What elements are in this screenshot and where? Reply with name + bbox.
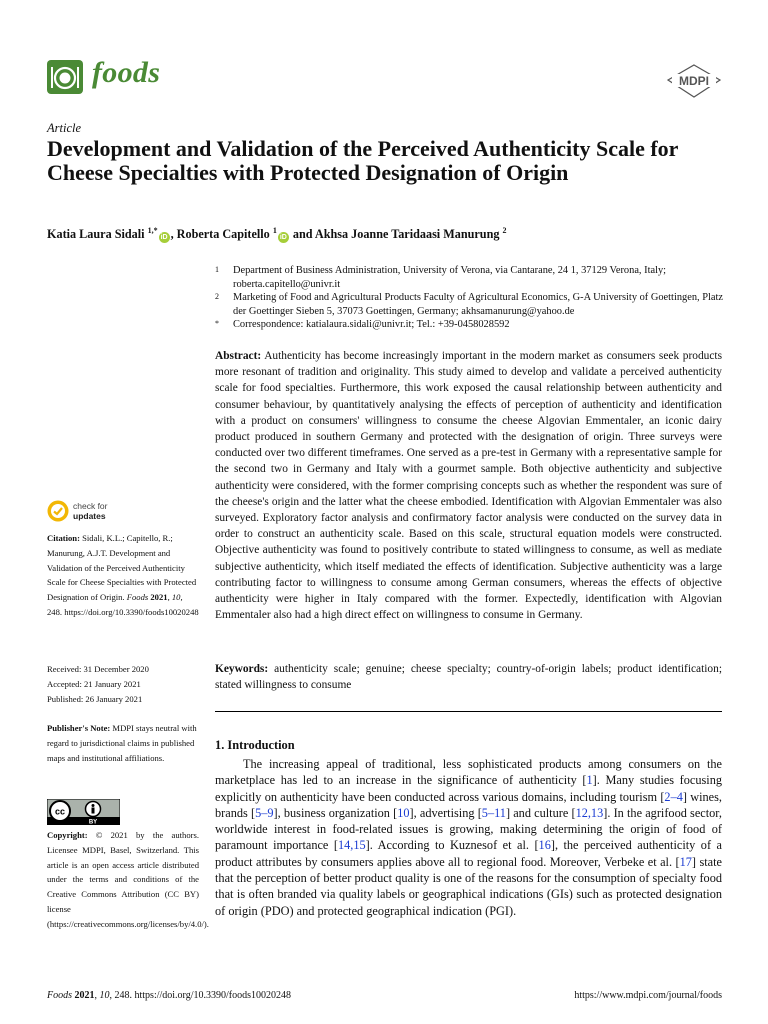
cc-by-text: BY	[88, 819, 98, 825]
affiliation-text: Marketing of Food and Agricultural Products Faculty of Agricultural Economics, G-A University of Goettingen, Platz der Goettinger Sieben 5, 37073 Goettingen, Germany; akhsamanurung@yahoo.de	[233, 292, 724, 317]
reference-link[interactable]: 16	[538, 838, 551, 853]
publisher-note-text: MDPI stays neutral with regard to jurisdictional claims in published maps and institutional affiliations.	[47, 723, 197, 763]
copyright-block	[47, 828, 209, 932]
footer-year: 2021	[74, 990, 95, 1001]
publisher-note-label: Publisher's Note:	[47, 723, 111, 733]
cc-text: cc	[54, 806, 66, 817]
citation-label: Citation:	[47, 533, 80, 543]
keywords-label: Keywords:	[215, 663, 269, 675]
check-updates-icon	[47, 500, 69, 522]
affiliation-item	[215, 318, 725, 332]
orcid-icon[interactable]: iD	[160, 234, 168, 242]
author-list: Katia Laura Sidali $^{1,*}$iD , Roberta Capitello $^1$iD and Akhsa Joanne Taridaasi Manurung $^2$	[47, 226, 507, 242]
reference-link[interactable]: 12,13	[575, 805, 604, 820]
abstract-label: Abstract:	[215, 350, 262, 362]
affiliation-text: Correspondence: katialaura.sidali@univr.it; Tel.: +39-0458028592	[233, 319, 510, 331]
intro-paragraph: The increasing appeal of traditional, less sophisticated products among consumers on the marketplace has led to an increase in the significance of authenticity [1]. Many studies focusing explicitly on authenticity have been conducted across various domains, including tourism [2–4] wines, brands [5–9], business organization [10], advertising [5–11] and culture [12,13]. In the agrifood sector, worldwide interest in food-related issues is growing, making determining the origin of food of paramount importance [14,15]. According to Kuznesof et al. [16], the perceived authenticity of a product attributes by consumers applies above all to regional food. Moreover, Verbeke et al. [17] state that the perception of better product quality is one of the reasons for the consumption of specialty food that is often branded via quality labels or geographical indications (GIs) such as protected designation of origin (PDO) and protected geographical indication (PGI).	[215, 757, 722, 918]
footer-journal: Foods	[47, 990, 72, 1001]
affiliation-marker: 2	[215, 292, 219, 302]
footer-volume: 10	[99, 990, 110, 1001]
affiliation-text: Department of Business Administration, University of Verona, via Cantarane, 24 1, 37129 Verona, Italy; roberta.capitello@univr.it	[233, 265, 667, 290]
citation-text: Sidali, K.L.; Capitello, R.; Manurung, A.J.T. Development and Validation of the Perceived Authenticity Scale for Cheese Specialties with Protected Designation of Origin.	[47, 533, 197, 603]
author-affil-marker: 1,*	[147, 226, 158, 235]
author-name[interactable]: Akhsa Joanne Taridaasi Manurung	[314, 227, 500, 242]
citation-volume: 10	[171, 592, 181, 603]
citation-block: Citation: Sidali, K.L.; Capitello, R.; Manurung, A.J.T. Development and Validation of the Perceived Authenticity Scale for Cheese Specialties with Protected Designation of Origin. Foods 2021, 10, 248. https://doi.org/10.3390/foods10020248	[47, 533, 199, 617]
reference-link[interactable]: 2–4	[664, 789, 683, 804]
affiliation-marker: *	[215, 319, 219, 329]
abstract-text: Authenticity has become increasingly important in the modern market as consumers seek products more resonant of tradition and originality. This study aimed to develop and validate a perceived authenticity scale for food specialties. Furthermore, this work exposed the causal relationship between authenticity and consumer behaviour, by quantitatively analysing the effects of perception of authenticity and identification with a product on consumers' willingness to consume the cheese Algovian Emmentaler, an iconic dairy product produced in southern Germany and protected with the designation of origin. Three surveys were conducted over two different timeframes. One served as a pre-test in Germany with a representative sample for the second two in Germany and Italy with a gourmet sample. Both objective authenticity and subjective authenticity were considered, with the former comprising concepts such as whether the respondent was sure of the cheese's origin and the latter what the cheese embodied. Identification with Algovian Emmentaler was also surveyed. Exploratory factor analysis and confirmatory factor analysis were conducted on the survey data in order to construct an authenticity scale. Based on this scale, structural equation models were constructed. Objective authenticity was found to positively contribute to stated willingness to consume, as well as mediate subjective authenticity, which itself mediated the effects of identification. Subjective authenticity was a large contributing factor to willingness to consume among German consumers, whereas the effects of objective authenticity were higher in Italy compared with the former. Expectedly, identification with Algovian Emmentaler also had a high direct effect on willingness to consume in Germany.	[215, 350, 723, 622]
citation-doi[interactable]: , 248. https://doi.org/10.3390/foods10020248	[47, 592, 199, 617]
published-date: Published: 26 January 2021	[47, 693, 143, 704]
copyright-label: Copyright:	[47, 830, 88, 840]
check-updates-line1: check for	[73, 501, 108, 511]
publisher-note	[47, 721, 199, 765]
copyright-text: © 2021 by the authors. Licensee MDPI, Basel, Switzerland. This article is an open access article distributed under the terms and conditions of the Creative Commons Attribution (CC BY) license (https://creativecommons.org/licenses/by/4.0/).	[47, 830, 209, 929]
reference-link[interactable]: 5–9	[255, 805, 274, 820]
footer-journal-url[interactable]: https://www.mdpi.com/journal/foods	[574, 990, 722, 1001]
reference-link[interactable]: 10	[397, 805, 410, 820]
citation-year: 2021	[150, 592, 168, 603]
citation-journal: Foods	[126, 592, 149, 603]
article-type: Article	[47, 121, 82, 135]
reference-link[interactable]: 5–11	[481, 805, 506, 820]
article-title: Development and Validation of the Perceived Authenticity Scale for Cheese Specialties with Protected Designation of Origin	[47, 136, 679, 185]
keywords	[215, 661, 722, 693]
orcid-icon[interactable]: iD	[279, 234, 287, 242]
author-affil-marker: 1	[272, 226, 277, 235]
abstract	[215, 348, 722, 623]
foods-logo-icon	[47, 60, 83, 94]
footer-citation: Foods 2021, 10, 248. https://doi.org/10.3390/foods10020248	[47, 990, 291, 1001]
reference-link[interactable]: 14,15	[337, 838, 366, 853]
section-heading: 1. Introduction	[215, 738, 295, 752]
dates-block	[47, 662, 199, 706]
journal-name: foods	[92, 56, 161, 89]
check-for-updates-button[interactable]	[47, 500, 197, 524]
section-divider	[215, 711, 722, 712]
affiliation-marker: 1	[215, 265, 219, 274]
footer-doi[interactable]: , 248. https://doi.org/10.3390/foods10020248	[109, 990, 291, 1001]
affiliation-item	[215, 291, 725, 318]
author-name[interactable]: Roberta Capitello	[176, 227, 270, 242]
accepted-date: Accepted: 21 January 2021	[47, 678, 141, 689]
affiliation-item	[215, 264, 725, 291]
reference-link[interactable]: 17	[679, 854, 692, 869]
keywords-text: authenticity scale; genuine; cheese specialty; country-of-origin labels; product identification; stated willingness to consume	[215, 663, 722, 692]
affiliations	[215, 264, 725, 332]
mdpi-logo-icon	[666, 64, 722, 98]
publisher-name: MDPI	[679, 74, 709, 88]
author-affil-marker: 2	[502, 226, 507, 235]
reference-link[interactable]: 1	[586, 773, 593, 788]
check-updates-line2: updates	[73, 510, 106, 521]
author-name[interactable]: Katia Laura Sidali	[47, 227, 145, 242]
received-date: Received: 31 December 2020	[47, 664, 149, 674]
cc-by-license-icon[interactable]	[47, 799, 120, 825]
